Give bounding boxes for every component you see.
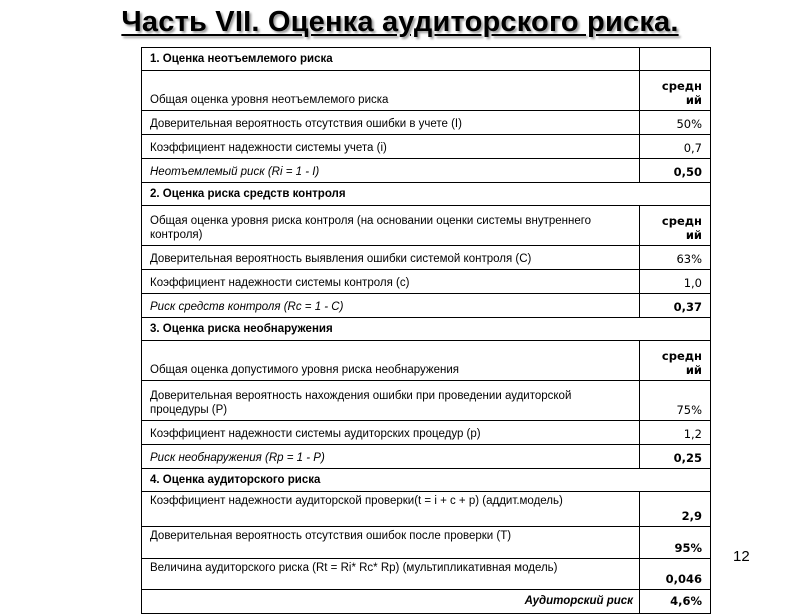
row-value: 1,2 <box>640 421 711 445</box>
row-value: 75% <box>640 381 711 421</box>
row-label: Величина аудиторского риска (Rt = Ri* Rc* Rp) (мультипликативная модель) <box>142 559 640 590</box>
row-label: Коэффициент надежности системы учета (i) <box>142 135 640 159</box>
row-value: 2,9 <box>640 492 711 527</box>
table-row <box>142 559 711 590</box>
table-row <box>142 341 711 381</box>
row-value: средн ий <box>640 341 711 381</box>
summary-label: Аудиторский риск <box>142 590 640 614</box>
row-value: 95% <box>640 527 711 559</box>
section-heading-row <box>142 183 711 206</box>
row-label: Доверительная вероятность отсутствия ошибок после проверки (T) <box>142 527 640 559</box>
section-heading-row <box>142 48 711 71</box>
row-value: 0,7 <box>640 135 711 159</box>
row-value: 0,046 <box>640 559 711 590</box>
table-row <box>142 71 711 111</box>
summary-value: 4,6% <box>640 590 711 614</box>
table-row <box>142 246 711 270</box>
table-row <box>142 492 711 527</box>
table-row <box>142 421 711 445</box>
row-label: Общая оценка допустимого уровня риска необнаружения <box>142 341 640 381</box>
row-value: 63% <box>640 246 711 270</box>
table-row <box>142 111 711 135</box>
slide-title: Часть VII. Оценка аудиторского риска. <box>121 6 679 38</box>
table-row <box>142 159 711 183</box>
table-row <box>142 206 711 246</box>
row-label: Общая оценка уровня неотъемлемого риска <box>142 71 640 111</box>
table-row <box>142 527 711 559</box>
summary-row <box>142 590 711 614</box>
page-number: 12 <box>733 548 750 565</box>
row-label: Доверительная вероятность выявления ошибки системой контроля (C) <box>142 246 640 270</box>
row-label: Коэффициент надежности системы аудиторских процедур (p) <box>142 421 640 445</box>
table-row <box>142 270 711 294</box>
section-heading: 3. Оценка риска необнаружения <box>142 318 711 341</box>
row-label: Коэффициент надежности аудиторской проверки(t = i + c + p) (аддит.модель) <box>142 492 640 527</box>
section-heading: 1. Оценка неотъемлемого риска <box>142 48 640 71</box>
row-value: 1,0 <box>640 270 711 294</box>
audit-risk-table <box>141 47 711 614</box>
table-row <box>142 135 711 159</box>
row-value: 0,37 <box>640 294 711 318</box>
row-value: 50% <box>640 111 711 135</box>
empty-cell <box>640 48 711 71</box>
row-label: Доверительная вероятность отсутствия ошибки в учете (I) <box>142 111 640 135</box>
row-value: 0,50 <box>640 159 711 183</box>
row-value: средн ий <box>640 71 711 111</box>
row-label: Риск необнаружения (Rp = 1 - P) <box>142 445 640 469</box>
row-label: Неотъемлемый риск (Ri = 1 - I) <box>142 159 640 183</box>
row-value: 0,25 <box>640 445 711 469</box>
row-label: Риск средств контроля (Rc = 1 - C) <box>142 294 640 318</box>
table-row <box>142 294 711 318</box>
row-label: Доверительная вероятность нахождения ошибки при проведении аудиторской процедуры (P) <box>142 381 640 421</box>
table-row <box>142 381 711 421</box>
section-heading-row <box>142 318 711 341</box>
row-label: Коэффициент надежности системы контроля (c) <box>142 270 640 294</box>
section-heading: 2. Оценка риска средств контроля <box>142 183 711 206</box>
row-label: Общая оценка уровня риска контроля (на основании оценки системы внутреннего контроля) <box>142 206 640 246</box>
table-row <box>142 445 711 469</box>
row-value: средн ий <box>640 206 711 246</box>
section-heading-row <box>142 469 711 492</box>
section-heading: 4. Оценка аудиторского риска <box>142 469 711 492</box>
